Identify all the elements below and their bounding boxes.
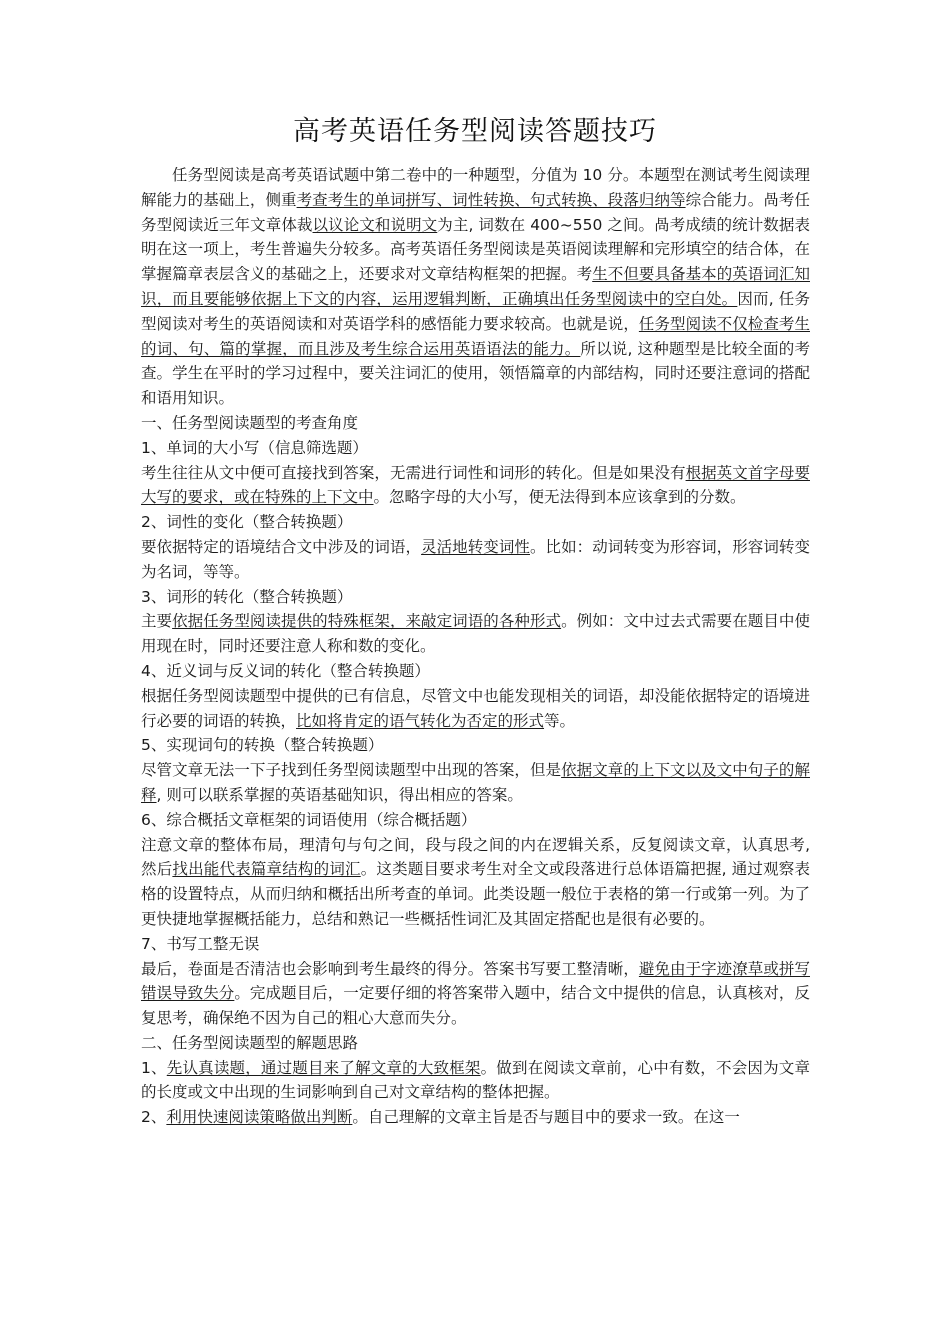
- point6-text-2: 。这类题目要求考生对全文或段落进行总体语篇把握, 通过观察表格的设置特点，从而归纳和概括出所考查的单词。此类设题一般位于表格的第一行或第一列。为了更快捷地掌握概括能力，总结和熟记一些概括性词汇及其固定搭配也是很有必要的。: [141, 860, 810, 928]
- step2-number: 2、: [141, 1108, 167, 1127]
- section1-point7-body: [141, 957, 810, 1031]
- point6-text-1: 注意文章的整体布局，理清句与句之间，段与段之间的内在逻辑关系，反复阅读文章，认真思考, 然后: [141, 835, 810, 879]
- intro-underline-1: 考查考生的单词拼写、词性转换、句式转换、段落归纳等: [296, 190, 686, 209]
- point7-text-1: 最后，卷面是否清洁也会影响到考生最终的得分。答案书写要工整清晰，: [141, 959, 639, 978]
- step2-text: 。自己理解的文章主旨是否与题目中的要求一致。在这一: [352, 1108, 740, 1127]
- point5-text-1: 尽管文章无法一下子找到任务型阅读题型中出现的答案，但是: [141, 761, 562, 780]
- section1-point2-title: 2、词性的变化（整合转换题）: [141, 513, 353, 532]
- point7-text-2: 。完成题目后，一定要仔细的将答案带入题中，结合文中提供的信息，认真核对，反复思考，确保绝不因为自己的粗心大意而失分。: [141, 984, 810, 1028]
- section1-point6-body: [141, 833, 810, 932]
- point1-text-1: 考生往往从文中便可直接找到答案，无需进行词性和词形的转化。但是如果没有: [141, 463, 686, 482]
- section1-point4-title: 4、近义词与反义词的转化（整合转换题）: [141, 661, 430, 680]
- document-body: [141, 163, 810, 1130]
- section1-point1-title: 1、单词的大小写（信息筛选题）: [141, 438, 368, 457]
- section1-point1-body: [141, 461, 810, 511]
- section2-step2: [141, 1105, 810, 1130]
- step1-text: 。做到在阅读文章前，心中有数，不会因为文章的长度或文中出现的生词影响到自己对文章结构的整体把握。: [141, 1058, 810, 1102]
- step1-number: 1、: [141, 1058, 167, 1077]
- intro-paragraph: [141, 163, 810, 411]
- point4-text-2: 等。: [544, 711, 576, 730]
- intro-text-4: 因而, 任务型阅读对考生的英语阅读和对英语学科的感悟能力要求较高。也就是说，: [141, 289, 810, 333]
- intro-text-3: 为主, 词数在 400~550 之间。咼考成绩的统计数据表明在这一项上，考生普遍失分较多。高考英语任务型阅读是英语阅读理解和完形填空的结合体，在掌握篇章表层含义的基础之上，还要求对文章结构框架的把握。考: [141, 215, 810, 284]
- intro-underline-4: 任务型阅读不仅检查考生的词、句、篇的掌握，而且涉及考生综合运用英语语法的能力。: [141, 314, 810, 358]
- section1-point7-title: 7、书写工整无误: [141, 934, 260, 953]
- intro-underline-2: 以议论文和说明文: [312, 215, 438, 234]
- point6-underline: 找出能代表篇章结构的词汇: [172, 860, 361, 879]
- point5-text-2: , 则可以联系掌握的英语基础知识，得出相应的答案。: [156, 785, 523, 804]
- point1-underline: 根据英文首字母要大写的要求，或在特殊的上下文中: [141, 463, 810, 507]
- section2-step1: [141, 1056, 810, 1106]
- point4-underline: 比如将肯定的语气转化为否定的形式: [296, 711, 545, 730]
- point2-text-1: 要依据特定的语境结合文中涉及的词语，: [141, 537, 422, 556]
- section2-heading: 二、任务型阅读题型的解题思路: [141, 1033, 359, 1052]
- intro-text-5: 所以说, 这种题型是比较全面的考查。学生在平时的学习过程中，要关注词汇的使用，领悟篇章的内部结构，同时还要注意词的搭配和语用知识。: [141, 339, 810, 408]
- section1-heading: 一、任务型阅读题型的考查角度: [141, 413, 359, 432]
- section1-point5-body: [141, 758, 810, 808]
- intro-underline-3: 生不但要具备基本的英语词汇知识，而且要能够依据上下文的内容，运用逻辑判断，正确填出任务型阅读中的空白处。: [141, 265, 810, 308]
- point1-text-2: 。忽略字母的大小写，便无法得到本应该拿到的分数。: [373, 488, 746, 507]
- step2-underline: 利用快速阅读策略做出判断: [166, 1108, 353, 1127]
- point7-underline: 避免由于字迹潦草或拼写错误导致失分: [141, 959, 810, 1003]
- document-title: 高考英语任务型阅读答题技巧: [293, 116, 657, 147]
- section1-point2-body: [141, 535, 810, 585]
- section1-point6-title: 6、综合概括文章框架的词语使用（综合概括题）: [141, 810, 477, 829]
- point5-underline: 依据文章的上下文以及文中句子的解释: [141, 761, 810, 804]
- section1-point4-body: [141, 684, 810, 734]
- point3-text-2: 。例如：文中过去式需要在题目中使用现在时，同时还要注意人称和数的变化。: [141, 612, 810, 656]
- section1-point3-title: 3、词形的转化（整合转换题）: [141, 587, 353, 606]
- intro-text-1: 任务型阅读是高考英语试题中第二卷中的一种题型，分值为 10 分。本题型在测试考生阅读理解能力的基础上，侧重: [141, 166, 810, 209]
- section1-point5-title: 5、实现词句的转换（整合转换题）: [141, 736, 384, 755]
- point4-text-1: 根据任务型阅读题型中提供的已有信息，尽管文中也能发现相关的词语，却没能依据特定的语境进行必要的词语的转换，: [141, 686, 810, 730]
- section1-point3-body: [141, 609, 810, 659]
- point3-underline: 依据任务型阅读提供的特殊框架，来敲定词语的各种形式: [172, 612, 562, 631]
- point2-underline: 灵活地转变词性: [421, 537, 530, 556]
- step1-underline: 先认真读题，通过题目来了解文章的大致框架: [166, 1058, 481, 1077]
- intro-text-2: 综合能力。咼考任务型阅读近三年文章体裁: [141, 190, 810, 234]
- point2-text-2: 。比如：动词转变为形容词，形容词转变为名词，等等。: [141, 537, 810, 581]
- point3-text-1: 主要: [141, 612, 173, 631]
